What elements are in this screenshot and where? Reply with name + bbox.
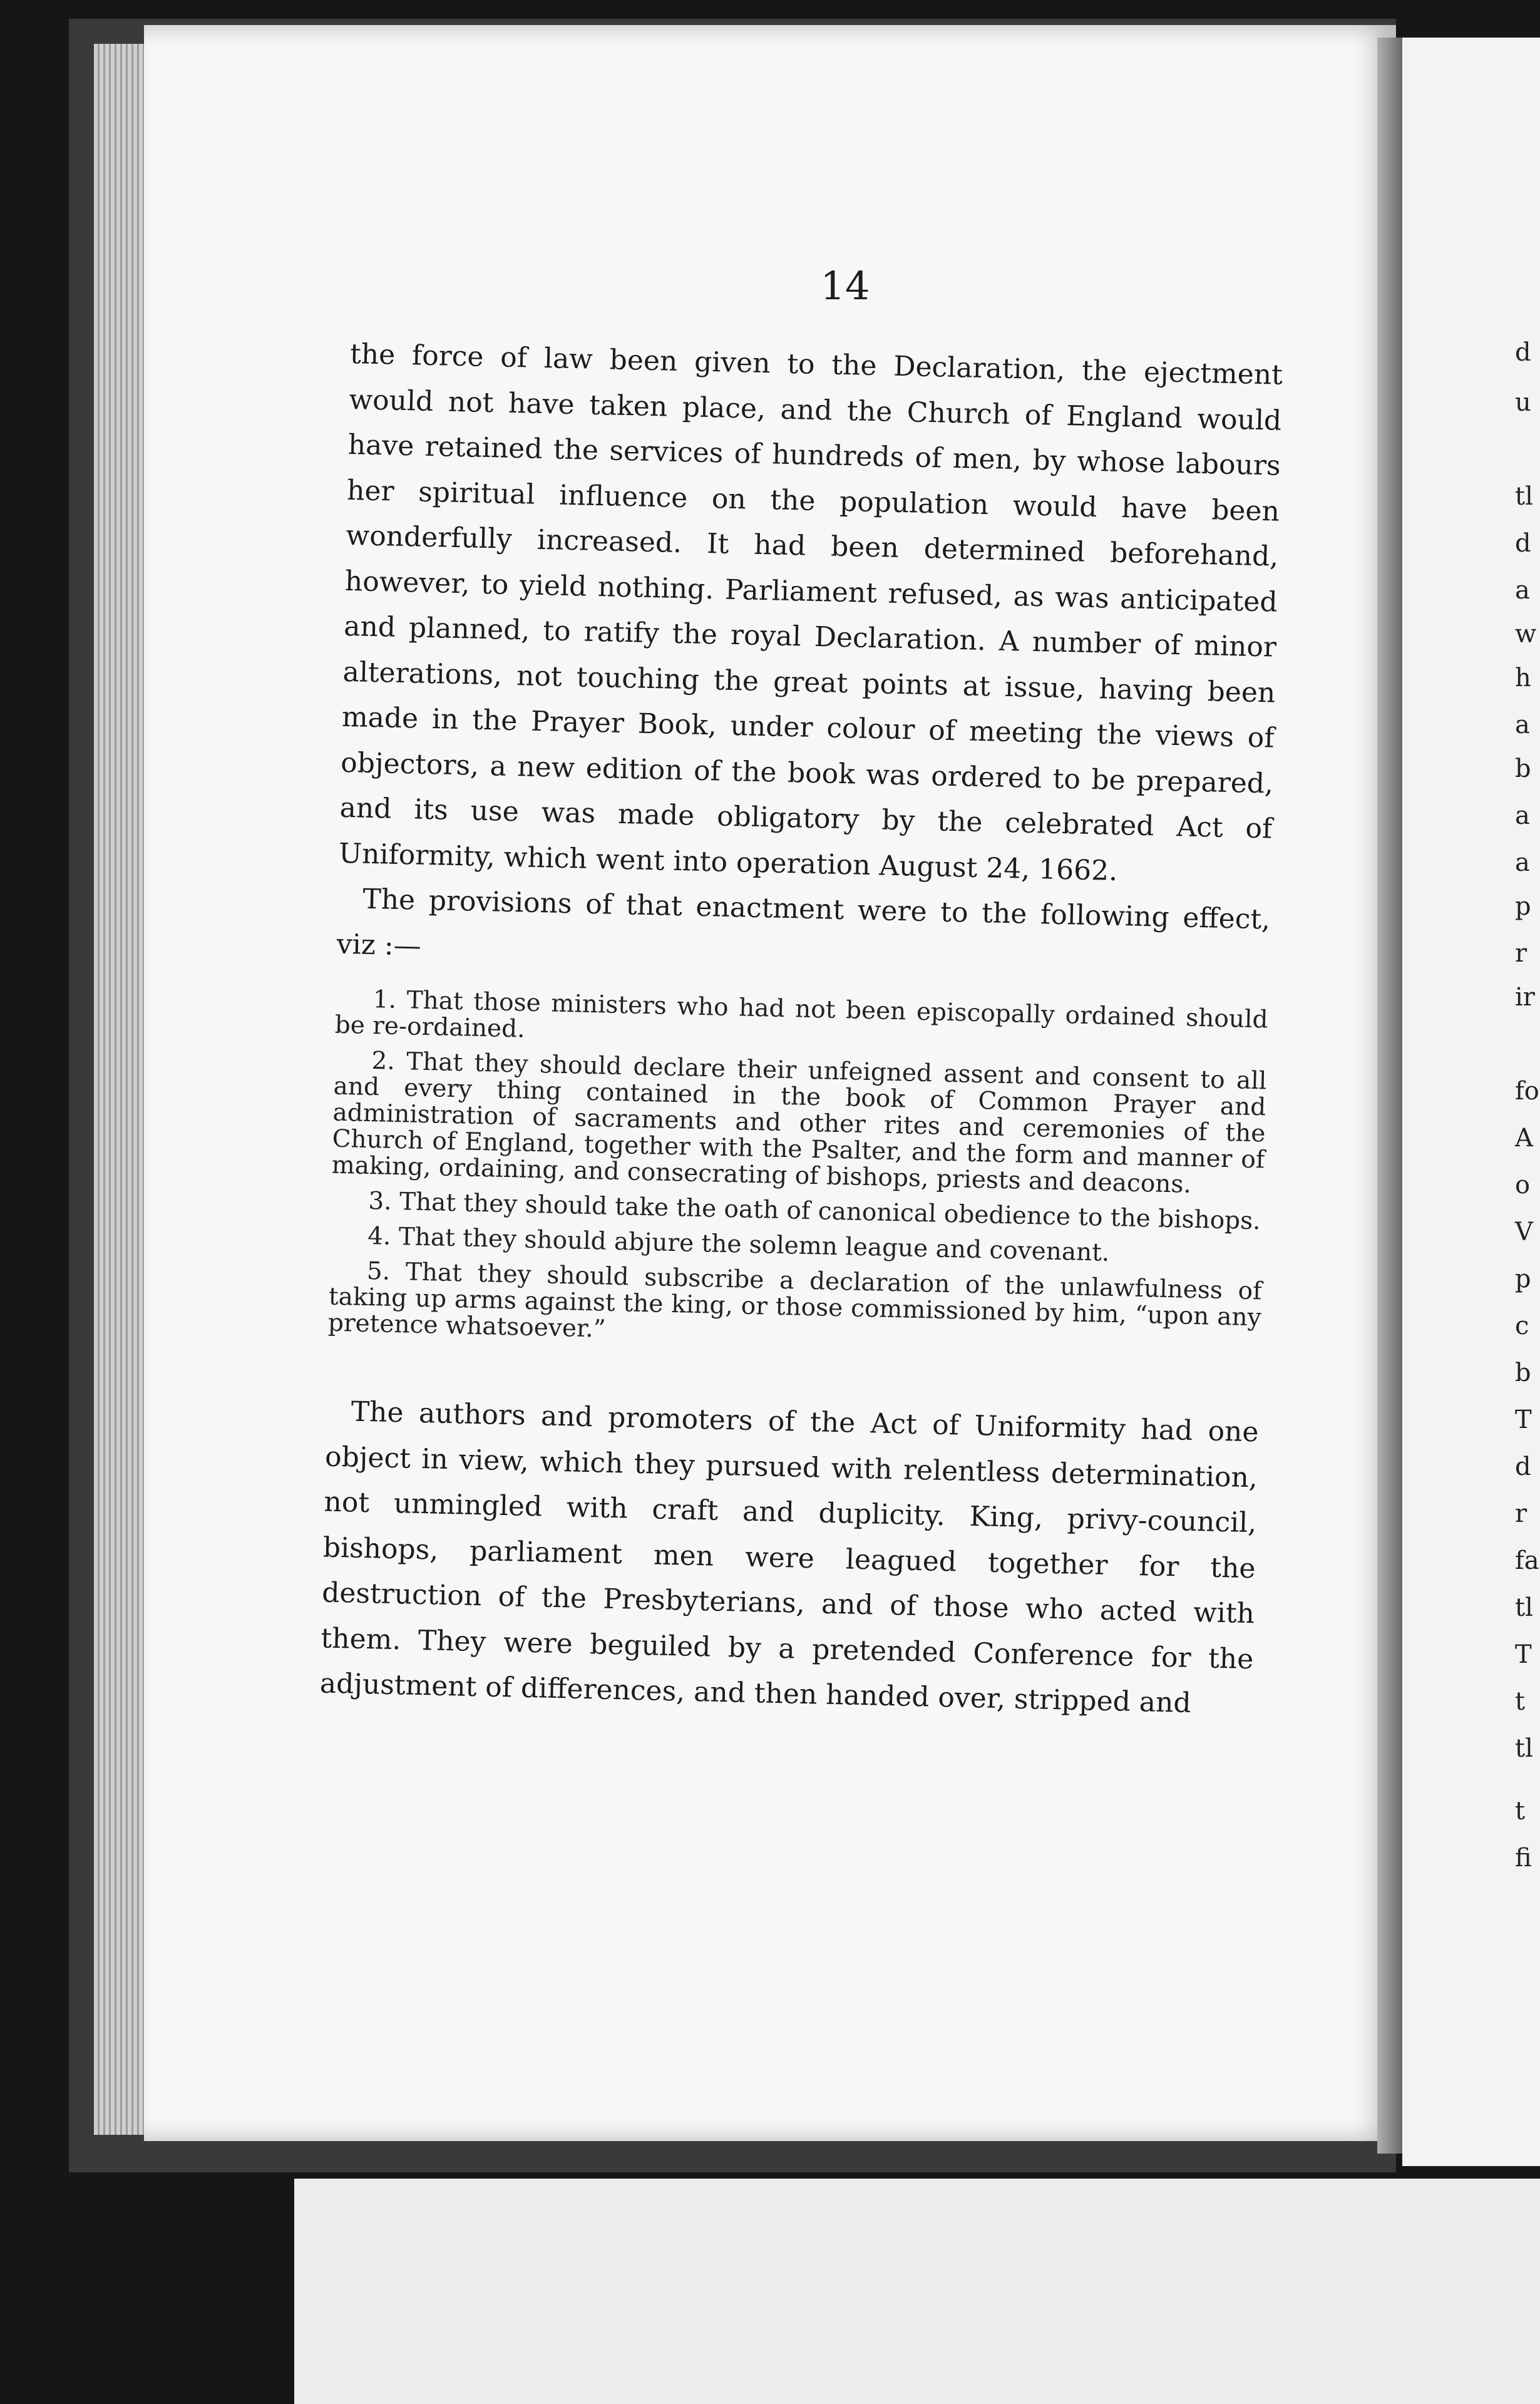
facing-letter: tl bbox=[1515, 482, 1533, 511]
facing-letter: w bbox=[1515, 620, 1537, 649]
facing-letter: p bbox=[1515, 1265, 1531, 1293]
facing-letter: t bbox=[1515, 1797, 1526, 1826]
facing-letter: A bbox=[1515, 1124, 1533, 1153]
facing-letter: u bbox=[1515, 388, 1531, 417]
provision-item-5: 5. That they should subscribe a declaration of the unlawfulness of taking up arms against the king, or those commissioned by him, “upon any pretence whatsoever.” bbox=[327, 1256, 1263, 1343]
facing-letter: a bbox=[1515, 848, 1530, 877]
provision-item-2: 2. That they should declare their unfeigned assent and consent to all and every thing contained in the book of Common Prayer and administration of sacraments and other rites and ceremonies of the Church of England, together with the Psalter, and the form and manner of making, ordaining, and consecrating of bishops, priests and deacons. bbox=[331, 1047, 1267, 1199]
facing-letter: tl bbox=[1515, 1593, 1533, 1622]
facing-letter: h bbox=[1515, 664, 1531, 692]
facing-letter: fo bbox=[1515, 1077, 1539, 1106]
provision-item-4: 4. That they should abjure the solemn league and covenant. bbox=[367, 1221, 1110, 1267]
facing-letter: r bbox=[1515, 1499, 1527, 1528]
paragraph-1: the force of law been given to the Declaration, the ejectment would not have taken place, and the Church of England would have retained the services of hundreds of men, by whose labours her spiritual influence on the population would have been wonderfully increased. It had been determined beforehand, however, to yield nothing. Parliament refused, as was anticipated and planned, to ratify the royal Declaration. A number of minor alterations, not touching the great points at issue, having been made in the Prayer Book, under colour of meeting the views of objectors, a new edition of the book was ordered to be prepared, and its use was made obligatory by the celebrated Act of Uniformity, which went into operation August 24, 1662. bbox=[338, 337, 1283, 887]
page-strip-bottom bbox=[294, 2179, 1540, 2404]
facing-letter: a bbox=[1515, 711, 1530, 739]
facing-letter: o bbox=[1515, 1171, 1531, 1199]
facing-letter: p bbox=[1515, 892, 1531, 921]
book-gutter bbox=[1377, 38, 1402, 2154]
paragraph-3: The authors and promoters of the Act of Uniformity had one object in view, which they pursued with relentless determination, not unmingled with craft and duplicity. King, privy-council, bishops, parliament men were leagued together for the destruction of the Presbyterians, and of those who acted with them. They were beguiled by a pretended Conference for the adjustment of differences, and then handed over, stripped and bbox=[319, 1395, 1260, 1720]
facing-letter: c bbox=[1515, 1312, 1529, 1340]
facing-letter: ir bbox=[1515, 983, 1535, 1012]
facing-letter: T bbox=[1515, 1405, 1532, 1434]
page-edges bbox=[94, 44, 150, 2135]
facing-letter: d bbox=[1515, 1452, 1531, 1481]
provision-item-1: 1. That those ministers who had not been episcopally ordained should be re-ordained. bbox=[334, 985, 1268, 1044]
facing-letter: d bbox=[1515, 338, 1531, 367]
facing-letter: b bbox=[1515, 1359, 1531, 1387]
facing-letter: r bbox=[1515, 939, 1527, 968]
facing-letter: fi bbox=[1515, 1844, 1532, 1872]
paragraph-2: The provisions of that enactment were to the following effect, viz :— bbox=[336, 883, 1271, 962]
page-number: 14 bbox=[820, 263, 870, 309]
page-text bbox=[319, 332, 1283, 1728]
facing-letter: a bbox=[1515, 576, 1530, 605]
facing-letter: T bbox=[1515, 1640, 1532, 1669]
facing-letter: t bbox=[1515, 1687, 1526, 1716]
facing-letter: V bbox=[1515, 1218, 1533, 1246]
facing-letter: tl bbox=[1515, 1734, 1533, 1763]
facing-letter: a bbox=[1515, 801, 1530, 830]
provision-item-3: 3. That they should take the oath of canonical obedience to the bishops. bbox=[367, 1187, 1261, 1236]
facing-letter: b bbox=[1515, 754, 1531, 783]
facing-letter: d bbox=[1515, 529, 1531, 558]
facing-letter: fa bbox=[1515, 1546, 1539, 1575]
